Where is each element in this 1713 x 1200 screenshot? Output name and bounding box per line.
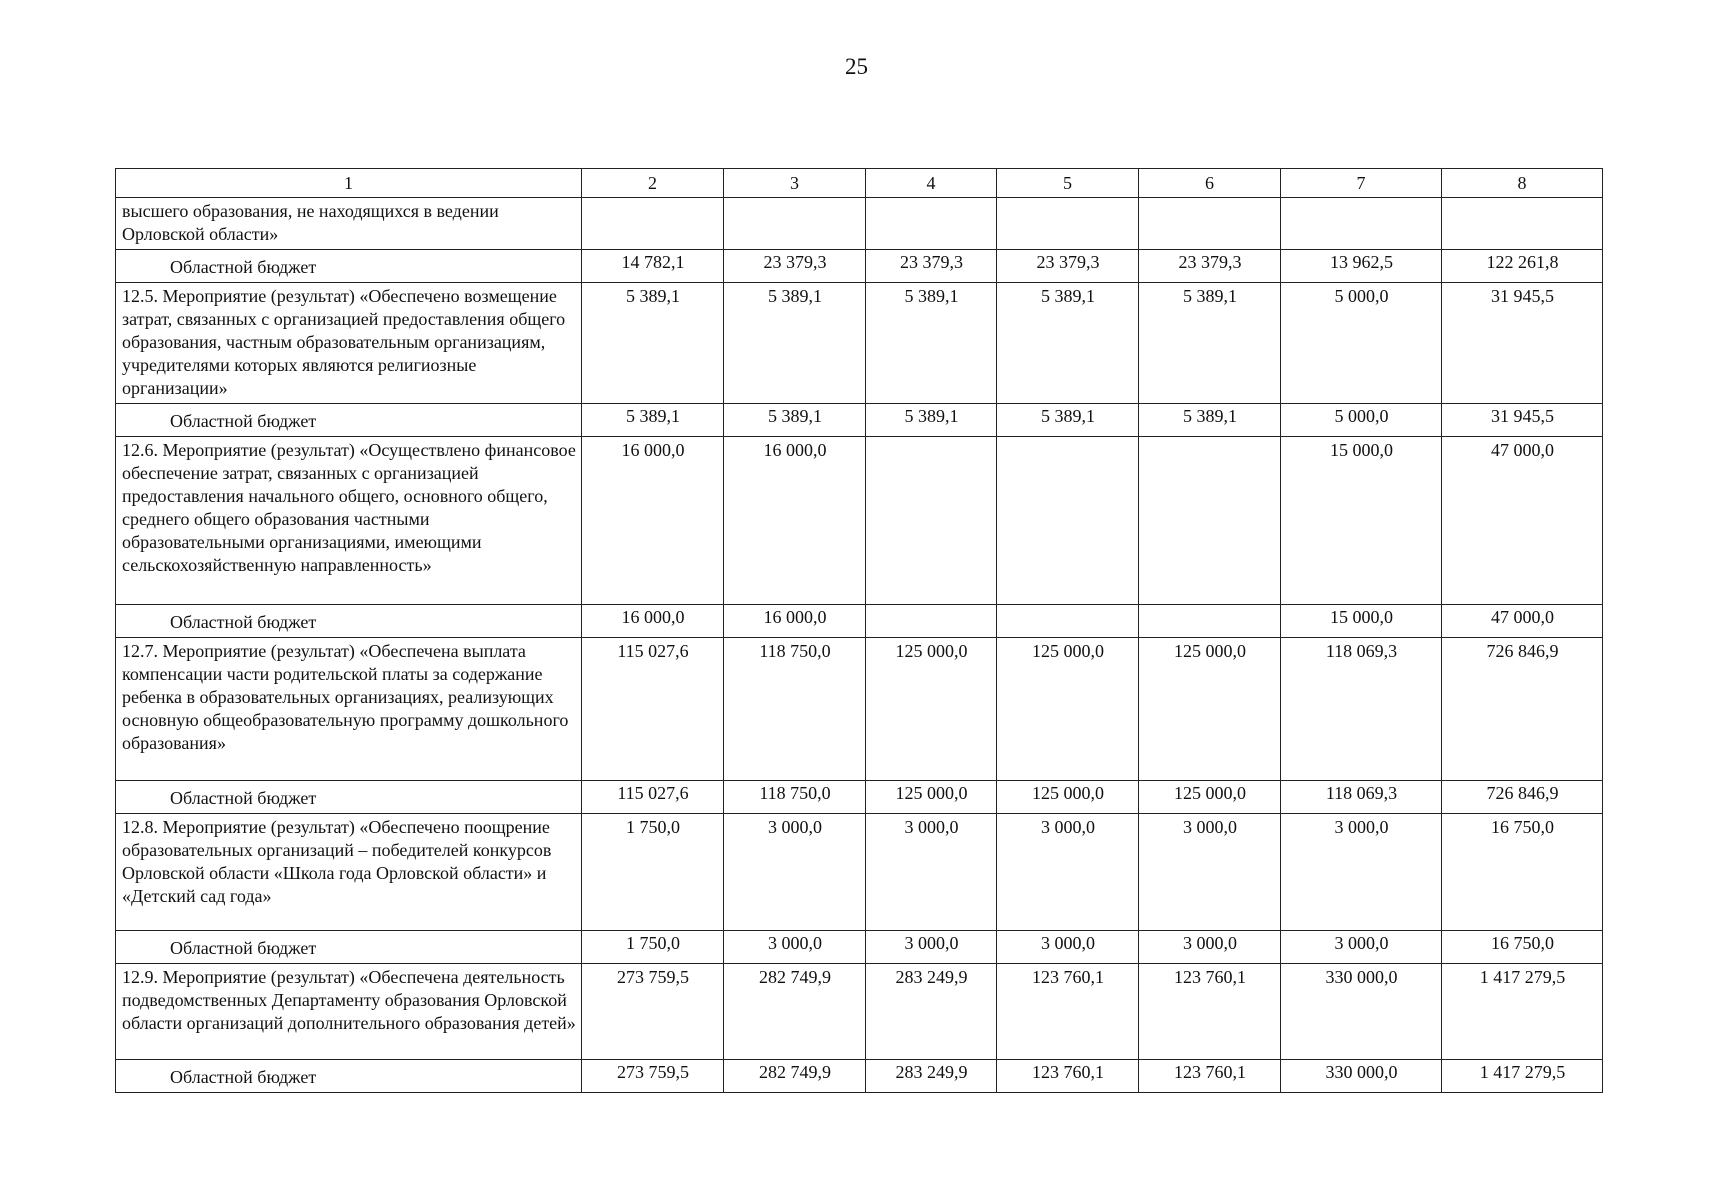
value-cell: 3 000,0 xyxy=(1139,814,1281,931)
value-cell xyxy=(1139,437,1281,605)
value-cell: 31 945,5 xyxy=(1442,404,1603,437)
value-cell: 115 027,6 xyxy=(582,781,724,814)
value-cell: 283 249,9 xyxy=(866,964,997,1060)
header-row xyxy=(116,169,1603,198)
value-cell xyxy=(582,198,724,250)
value-cell: 282 749,9 xyxy=(724,964,866,1060)
value-cell: 125 000,0 xyxy=(1139,638,1281,781)
value-cell: 3 000,0 xyxy=(1281,931,1442,964)
value-cell xyxy=(866,437,997,605)
activity-description-cell: 12.6. Мероприятие (результат) «Осуществлено финансовое обеспечение затрат, связанных с организацией предоставления начального общего, основного общего, среднего общего образования частными образовательными организациями, имеющими сельскохозяйственную направленность» xyxy=(116,437,582,605)
value-cell: 5 389,1 xyxy=(582,404,724,437)
value-cell xyxy=(866,198,997,250)
activity-description-cell: 12.9. Мероприятие (результат) «Обеспечена деятельность подведомственных Департаменту образования Орловской области организаций дополнительного образования детей» xyxy=(116,964,582,1060)
value-cell: 118 750,0 xyxy=(724,638,866,781)
value-cell xyxy=(724,198,866,250)
value-cell: 5 389,1 xyxy=(866,404,997,437)
budget-row xyxy=(116,931,1603,964)
budget-row xyxy=(116,605,1603,638)
budget-table xyxy=(115,168,1603,1093)
column-header: 6 xyxy=(1139,169,1281,198)
value-cell: 125 000,0 xyxy=(997,638,1139,781)
value-cell xyxy=(866,605,997,638)
activity-row xyxy=(116,964,1603,1060)
value-cell: 125 000,0 xyxy=(1139,781,1281,814)
value-cell: 118 069,3 xyxy=(1281,638,1442,781)
value-cell: 3 000,0 xyxy=(997,814,1139,931)
activity-row xyxy=(116,638,1603,781)
value-cell: 3 000,0 xyxy=(724,814,866,931)
value-cell xyxy=(1281,198,1442,250)
value-cell: 15 000,0 xyxy=(1281,437,1442,605)
value-cell xyxy=(997,437,1139,605)
activity-description-cell: высшего образования, не находящихся в ведении Орловской области» xyxy=(116,198,582,250)
value-cell: 13 962,5 xyxy=(1281,250,1442,283)
budget-row xyxy=(116,250,1603,283)
activity-row xyxy=(116,814,1603,931)
column-header: 8 xyxy=(1442,169,1603,198)
value-cell: 23 379,3 xyxy=(866,250,997,283)
value-cell: 16 000,0 xyxy=(582,605,724,638)
value-cell: 5 389,1 xyxy=(582,283,724,404)
value-cell: 23 379,3 xyxy=(997,250,1139,283)
value-cell: 1 417 279,5 xyxy=(1442,1060,1603,1093)
column-header: 2 xyxy=(582,169,724,198)
value-cell: 5 389,1 xyxy=(1139,404,1281,437)
value-cell: 3 000,0 xyxy=(724,931,866,964)
activity-description-cell: 12.7. Мероприятие (результат) «Обеспечена выплата компенсации части родительской платы за содержание ребенка в образовательных организациях, реализующих основную общеобразовательную программу дошкольного образования» xyxy=(116,638,582,781)
value-cell: 16 750,0 xyxy=(1442,814,1603,931)
value-cell: 726 846,9 xyxy=(1442,781,1603,814)
value-cell: 5 389,1 xyxy=(866,283,997,404)
value-cell: 23 379,3 xyxy=(1139,250,1281,283)
budget-row xyxy=(116,404,1603,437)
value-cell: 118 750,0 xyxy=(724,781,866,814)
value-cell: 5 389,1 xyxy=(724,283,866,404)
value-cell: 330 000,0 xyxy=(1281,964,1442,1060)
value-cell: 16 000,0 xyxy=(582,437,724,605)
value-cell: 1 750,0 xyxy=(582,814,724,931)
value-cell: 125 000,0 xyxy=(866,638,997,781)
budget-label-cell: Областной бюджет xyxy=(116,250,582,283)
value-cell: 5 000,0 xyxy=(1281,404,1442,437)
value-cell: 23 379,3 xyxy=(724,250,866,283)
activity-row xyxy=(116,283,1603,404)
column-header: 4 xyxy=(866,169,997,198)
value-cell: 47 000,0 xyxy=(1442,437,1603,605)
value-cell xyxy=(1139,198,1281,250)
value-cell: 122 261,8 xyxy=(1442,250,1603,283)
value-cell: 5 389,1 xyxy=(724,404,866,437)
value-cell: 16 750,0 xyxy=(1442,931,1603,964)
value-cell: 282 749,9 xyxy=(724,1060,866,1093)
value-cell: 5 389,1 xyxy=(997,404,1139,437)
value-cell: 123 760,1 xyxy=(997,964,1139,1060)
value-cell: 1 417 279,5 xyxy=(1442,964,1603,1060)
value-cell: 1 750,0 xyxy=(582,931,724,964)
budget-row xyxy=(116,781,1603,814)
budget-label-cell: Областной бюджет xyxy=(116,404,582,437)
activity-description-cell: 12.8. Мероприятие (результат) «Обеспечено поощрение образовательных организаций – победителей конкурсов Орловской области «Школа года Орловской области» и «Детский сад года» xyxy=(116,814,582,931)
activity-row xyxy=(116,437,1603,605)
activity-row xyxy=(116,198,1603,250)
budget-label-cell: Областной бюджет xyxy=(116,1060,582,1093)
value-cell: 5 389,1 xyxy=(997,283,1139,404)
value-cell: 330 000,0 xyxy=(1281,1060,1442,1093)
value-cell: 123 760,1 xyxy=(997,1060,1139,1093)
value-cell: 5 389,1 xyxy=(1139,283,1281,404)
column-header: 3 xyxy=(724,169,866,198)
value-cell: 16 000,0 xyxy=(724,437,866,605)
value-cell: 273 759,5 xyxy=(582,1060,724,1093)
value-cell: 115 027,6 xyxy=(582,638,724,781)
value-cell: 726 846,9 xyxy=(1442,638,1603,781)
value-cell: 123 760,1 xyxy=(1139,964,1281,1060)
page-number: 25 xyxy=(845,54,868,79)
value-cell: 118 069,3 xyxy=(1281,781,1442,814)
value-cell xyxy=(1442,198,1603,250)
value-cell: 125 000,0 xyxy=(866,781,997,814)
value-cell xyxy=(1139,605,1281,638)
value-cell: 31 945,5 xyxy=(1442,283,1603,404)
budget-label-cell: Областной бюджет xyxy=(116,781,582,814)
value-cell xyxy=(997,605,1139,638)
value-cell: 283 249,9 xyxy=(866,1060,997,1093)
budget-label-cell: Областной бюджет xyxy=(116,931,582,964)
value-cell: 3 000,0 xyxy=(866,931,997,964)
table-body xyxy=(116,169,1603,1093)
value-cell: 123 760,1 xyxy=(1139,1060,1281,1093)
value-cell: 16 000,0 xyxy=(724,605,866,638)
value-cell: 125 000,0 xyxy=(997,781,1139,814)
value-cell: 5 000,0 xyxy=(1281,283,1442,404)
value-cell: 3 000,0 xyxy=(866,814,997,931)
value-cell: 15 000,0 xyxy=(1281,605,1442,638)
value-cell: 47 000,0 xyxy=(1442,605,1603,638)
value-cell: 3 000,0 xyxy=(997,931,1139,964)
value-cell: 3 000,0 xyxy=(1281,814,1442,931)
value-cell: 14 782,1 xyxy=(582,250,724,283)
column-header: 5 xyxy=(997,169,1139,198)
value-cell: 273 759,5 xyxy=(582,964,724,1060)
value-cell: 3 000,0 xyxy=(1139,931,1281,964)
activity-description-cell: 12.5. Мероприятие (результат) «Обеспечено возмещение затрат, связанных с организацией предоставления общего образования, частным образовательным организациям, учредителями которых являются религиозные организации» xyxy=(116,283,582,404)
budget-row xyxy=(116,1060,1603,1093)
budget-label-cell: Областной бюджет xyxy=(116,605,582,638)
column-header: 7 xyxy=(1281,169,1442,198)
value-cell xyxy=(997,198,1139,250)
column-header: 1 xyxy=(116,169,582,198)
